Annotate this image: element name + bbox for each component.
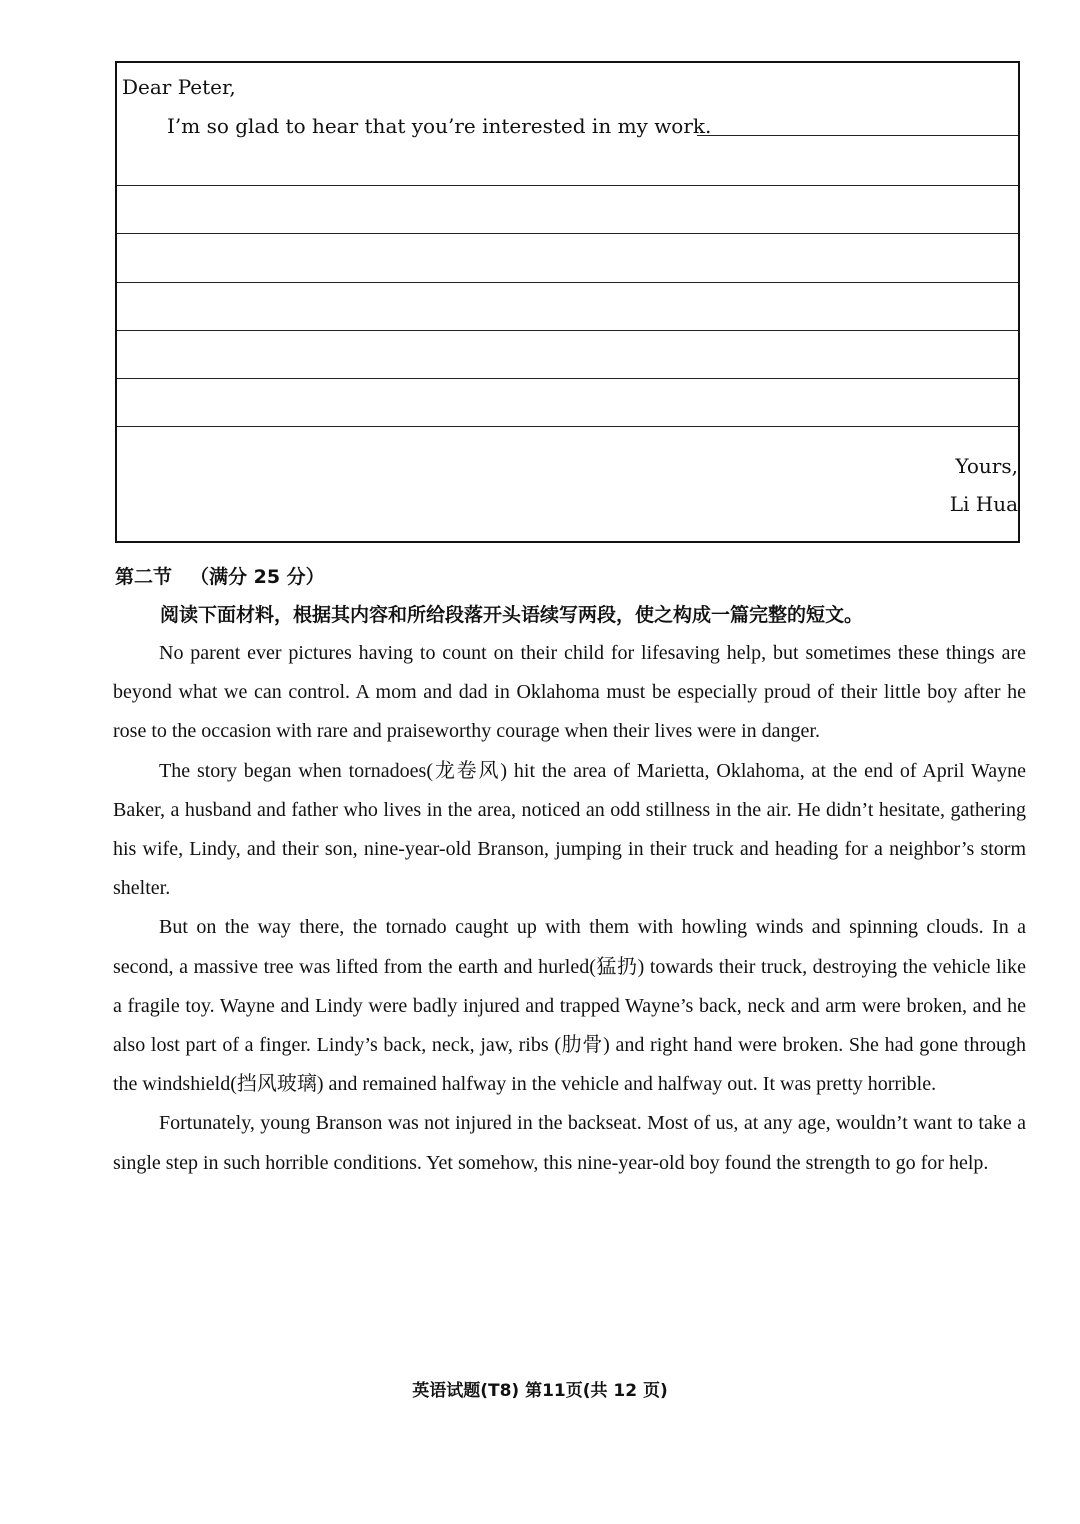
passage-paragraph: Fortunately, young Branson was not injured in the backseat. Most of us, at any age, wouldn’t want to take a single step in such horrible conditions. Yet somehow, this nine-year-old boy found the strength to go for help. [113, 1112, 1026, 1174]
reading-passage [113, 634, 1026, 1183]
letter-signature: Li Hua [949, 492, 1018, 516]
writing-line [117, 378, 1018, 379]
section-heading [115, 562, 325, 589]
passage-paragraph: But on the way there, the tornado caught up with them with howling winds and spinning clouds. In a second, a massive tree was lifted from the earth and hurled(猛扔) towards their truck, destroying the vehicle like a fragile toy. Wayne and Lindy were badly injured and trapped Wayne’s back, neck and arm were broken, and he also lost part of a finger. Lindy’s back, neck, jaw, ribs (肋骨) and right hand were broken. She had gone through the windshield(挡风玻璃) and remained halfway in the vehicle and halfway out. It was pretty horrible. [113, 916, 1026, 1096]
writing-line [117, 282, 1018, 283]
letter-writing-box [115, 61, 1020, 543]
passage-paragraph: The story began when tornadoes(龙卷风) hit the area of Marietta, Oklahoma, at the end of April Wayne Baker, a husband and father who lives in the area, noticed an odd stillness in the air. He didn’t hesitate, gathering his wife, Lindy, and their son, nine-year-old Branson, jumping in their truck and heading for a neighbor’s storm shelter. [113, 759, 1026, 900]
page-footer: 英语试题(T8) 第11页(共 12 页) [412, 1381, 668, 1401]
section-title: 第二节 [115, 566, 173, 588]
section-score: （满分 25 分） [190, 566, 325, 588]
writing-line [117, 330, 1018, 331]
letter-opening-sentence: I’m so glad to hear that you’re interested in my work. [167, 114, 712, 138]
writing-line [117, 426, 1018, 427]
writing-line [117, 233, 1018, 234]
writing-line [117, 185, 1018, 186]
section-instruction: 阅读下面材料，根据其内容和所给段落开头语续写两段，使之构成一篇完整的短文。 [160, 604, 864, 626]
passage-paragraph: No parent ever pictures having to count on their child for lifesaving help, but sometimes these things are beyond what we can control. A mom and dad in Oklahoma must be especially proud of their little boy after he rose to the occasion with rare and praiseworthy courage when their lives were in danger. [113, 642, 1026, 743]
letter-closing: Yours, [955, 454, 1018, 478]
letter-salutation: Dear Peter, [122, 75, 236, 99]
writing-line [697, 135, 1018, 136]
